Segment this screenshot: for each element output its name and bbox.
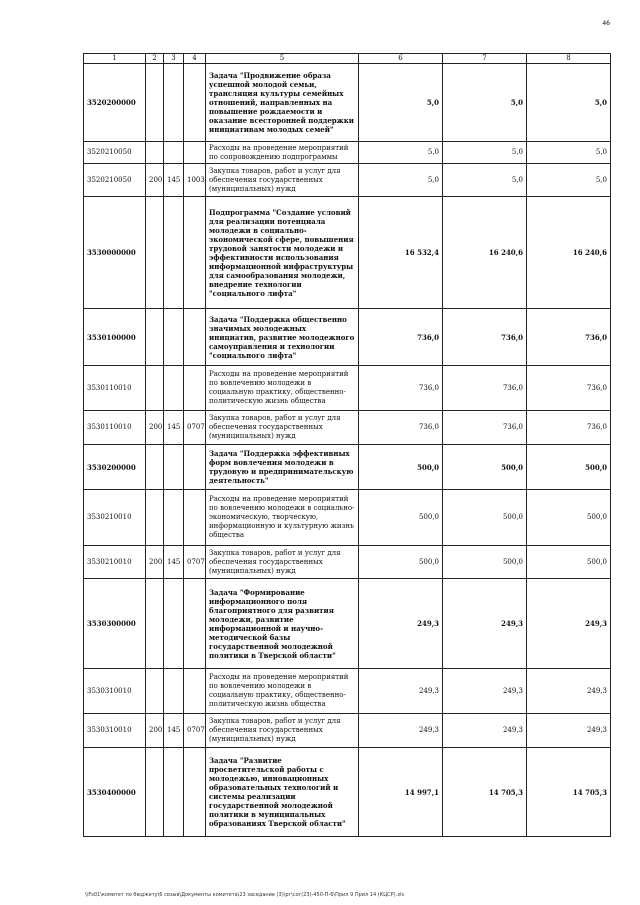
- cell-c3: [164, 64, 184, 142]
- cell-desc: Закупка товаров, работ и услуг для обеспечения государственных (муниципальных) нужд: [206, 714, 359, 748]
- cell-code: 3530210010: [84, 546, 146, 579]
- header-cell: 8: [527, 54, 611, 64]
- cell-v7: 5,0: [443, 164, 527, 197]
- cell-v7: 5,0: [443, 142, 527, 164]
- cell-code: 3530310010: [84, 669, 146, 714]
- cell-c4: 0707: [184, 714, 206, 748]
- cell-c3: 145: [164, 164, 184, 197]
- cell-desc: Задача "Формирование информационного поля благоприятного для развития молодежи, развитие информационной и научно-методической базы государственной молодежной политики в Тверской области": [206, 579, 359, 669]
- cell-c4: [184, 579, 206, 669]
- header-cell: 2: [146, 54, 164, 64]
- cell-code: 3520210050: [84, 164, 146, 197]
- cell-desc: Задача "Продвижение образа успешной молодой семьи, трансляция культуры семейных отношений, направленных на повышение рождаемости и оказание всесторонней поддержки инициативам молодых семей": [206, 64, 359, 142]
- cell-desc: Подпрограмма "Создание условий для реализации потенциала молодежи в социально-экономической сфере, повышения трудовой занятости молодежи и эффективности использования информационной инфраструктуры для самообразования молодежи, внедрение технологии "социального лифта": [206, 197, 359, 309]
- cell-desc: Расходы на проведение мероприятий по вовлечению молодежи в социальную практику, общественно-политическую жизнь общества: [206, 366, 359, 411]
- scan-artifact: · · · · · ·: [118, 4, 158, 10]
- cell-v8: 736,0: [527, 366, 611, 411]
- table-row: [84, 411, 611, 445]
- cell-c4: 0707: [184, 546, 206, 579]
- cell-v8: 500,0: [527, 490, 611, 546]
- header-cell: 4: [184, 54, 206, 64]
- cell-c2: [146, 197, 164, 309]
- cell-v6: 5,0: [359, 142, 443, 164]
- header-cell: 6: [359, 54, 443, 64]
- header-cell: 3: [164, 54, 184, 64]
- header-cell: 1: [84, 54, 146, 64]
- cell-c3: [164, 142, 184, 164]
- cell-desc: Задача "Развитие просветительской работы с молодежью, инновационных образовательных технологий и системы реализации государственной молодежной политики в муниципальных образованиях Тверской области": [206, 748, 359, 837]
- cell-v6: 249,3: [359, 579, 443, 669]
- table-row: [84, 64, 611, 142]
- cell-code: 3530300000: [84, 579, 146, 669]
- table-row: [84, 309, 611, 366]
- cell-v8: 5,0: [527, 142, 611, 164]
- cell-c3: [164, 579, 184, 669]
- cell-c2: 200: [146, 411, 164, 445]
- cell-c2: 200: [146, 714, 164, 748]
- table-row: [84, 546, 611, 579]
- cell-code: 3530110010: [84, 366, 146, 411]
- cell-v8: 14 705,3: [527, 748, 611, 837]
- table-row: [84, 714, 611, 748]
- cell-c2: [146, 445, 164, 490]
- file-path-footer: \\Fs01\комитет по бюджету\6 созыв\Документы комитета\23 заседание (3)\рг\сог(23)-450-П-6\Прил 9 Прил 14 (КЦСР).xls: [85, 892, 405, 898]
- cell-v8: 249,3: [527, 714, 611, 748]
- table-row: [84, 197, 611, 309]
- table-row: [84, 142, 611, 164]
- cell-v7: 14 705,3: [443, 748, 527, 837]
- cell-code: 3520200000: [84, 64, 146, 142]
- cell-c3: [164, 748, 184, 837]
- header-row: [84, 54, 611, 64]
- cell-v8: 5,0: [527, 64, 611, 142]
- cell-v6: 736,0: [359, 309, 443, 366]
- cell-desc: Задача "Поддержка общественно значимых молодежных инициатив, развитие молодежного самоуправления и технологии "социального лифта": [206, 309, 359, 366]
- cell-code: 3530200000: [84, 445, 146, 490]
- cell-code: 3530400000: [84, 748, 146, 837]
- cell-c2: [146, 490, 164, 546]
- cell-desc: Задача "Поддержка эффективных форм вовлечения молодежи в трудовую и предпринимательскую деятельность": [206, 445, 359, 490]
- cell-v6: 5,0: [359, 64, 443, 142]
- cell-v7: 500,0: [443, 490, 527, 546]
- cell-desc: Расходы на проведение мероприятий по вовлечению молодежи в социальную практику, общественно-политическую жизнь общества: [206, 669, 359, 714]
- cell-v7: 249,3: [443, 669, 527, 714]
- cell-v6: 14 997,1: [359, 748, 443, 837]
- cell-c3: [164, 197, 184, 309]
- cell-c2: 200: [146, 546, 164, 579]
- cell-v8: 16 240,6: [527, 197, 611, 309]
- cell-v7: 736,0: [443, 411, 527, 445]
- cell-c4: [184, 197, 206, 309]
- cell-v6: 5,0: [359, 164, 443, 197]
- cell-c4: 1003: [184, 164, 206, 197]
- cell-v7: 736,0: [443, 309, 527, 366]
- cell-v8: 249,3: [527, 579, 611, 669]
- table-row: [84, 490, 611, 546]
- cell-c2: [146, 748, 164, 837]
- cell-v7: 736,0: [443, 366, 527, 411]
- cell-v6: 500,0: [359, 490, 443, 546]
- cell-code: 3530210010: [84, 490, 146, 546]
- cell-v6: 500,0: [359, 546, 443, 579]
- cell-c3: 145: [164, 546, 184, 579]
- cell-desc: Закупка товаров, работ и услуг для обеспечения государственных (муниципальных) нужд: [206, 546, 359, 579]
- cell-c4: [184, 64, 206, 142]
- cell-v8: 500,0: [527, 546, 611, 579]
- cell-desc: Расходы на проведение мероприятий по сопровождению подпрограммы: [206, 142, 359, 164]
- header-cell: 7: [443, 54, 527, 64]
- cell-code: 3520210050: [84, 142, 146, 164]
- cell-c3: 145: [164, 411, 184, 445]
- table-row: [84, 669, 611, 714]
- cell-v6: 249,3: [359, 669, 443, 714]
- cell-v7: 500,0: [443, 445, 527, 490]
- cell-c3: [164, 309, 184, 366]
- cell-c4: [184, 669, 206, 714]
- cell-c3: 145: [164, 714, 184, 748]
- page-number: 46: [602, 20, 610, 27]
- cell-c4: [184, 309, 206, 366]
- cell-v7: 16 240,6: [443, 197, 527, 309]
- cell-c2: [146, 64, 164, 142]
- cell-c3: [164, 366, 184, 411]
- table-row: [84, 579, 611, 669]
- cell-code: 3530110010: [84, 411, 146, 445]
- cell-v8: 5,0: [527, 164, 611, 197]
- cell-c4: [184, 445, 206, 490]
- table-row: [84, 445, 611, 490]
- cell-code: 3530000000: [84, 197, 146, 309]
- cell-v7: 249,3: [443, 579, 527, 669]
- cell-code: 3530100000: [84, 309, 146, 366]
- cell-c4: [184, 490, 206, 546]
- cell-code: 3530310010: [84, 714, 146, 748]
- cell-v6: 249,3: [359, 714, 443, 748]
- cell-desc: Расходы на проведение мероприятий по вовлечению молодежи в социально-экономическую, творческую, информационную и культурную жизнь общества: [206, 490, 359, 546]
- cell-desc: Закупка товаров, работ и услуг для обеспечения государственных (муниципальных) нужд: [206, 164, 359, 197]
- cell-c4: [184, 748, 206, 837]
- cell-c2: [146, 142, 164, 164]
- cell-c2: [146, 366, 164, 411]
- budget-table: [83, 53, 611, 837]
- cell-v8: 736,0: [527, 309, 611, 366]
- table-row: [84, 366, 611, 411]
- header-cell: 5: [206, 54, 359, 64]
- cell-c2: [146, 669, 164, 714]
- cell-v8: 249,3: [527, 669, 611, 714]
- cell-c4: [184, 366, 206, 411]
- cell-v7: 5,0: [443, 64, 527, 142]
- cell-v7: 249,3: [443, 714, 527, 748]
- cell-c3: [164, 490, 184, 546]
- cell-v6: 16 532,4: [359, 197, 443, 309]
- cell-c4: 0707: [184, 411, 206, 445]
- cell-c4: [184, 142, 206, 164]
- table-row: [84, 164, 611, 197]
- cell-c3: [164, 669, 184, 714]
- cell-v6: 736,0: [359, 366, 443, 411]
- cell-v7: 500,0: [443, 546, 527, 579]
- table-row: [84, 748, 611, 837]
- table-body: [84, 54, 611, 837]
- cell-v8: 736,0: [527, 411, 611, 445]
- cell-desc: Закупка товаров, работ и услуг для обеспечения государственных (муниципальных) нужд: [206, 411, 359, 445]
- cell-c2: [146, 579, 164, 669]
- cell-v8: 500,0: [527, 445, 611, 490]
- cell-v6: 500,0: [359, 445, 443, 490]
- cell-c3: [164, 445, 184, 490]
- cell-v6: 736,0: [359, 411, 443, 445]
- cell-c2: 200: [146, 164, 164, 197]
- cell-c2: [146, 309, 164, 366]
